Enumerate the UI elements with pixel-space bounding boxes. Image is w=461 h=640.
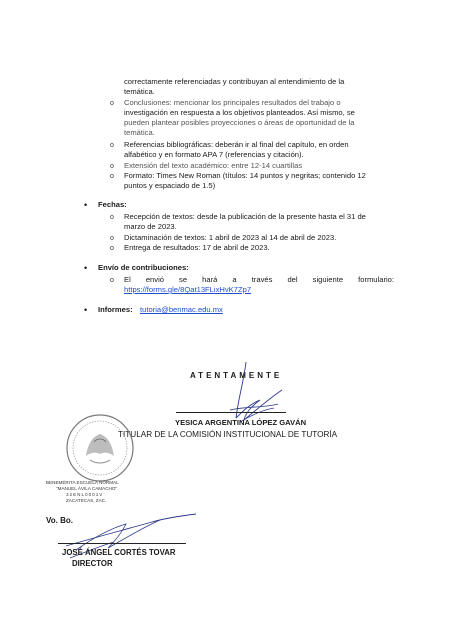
sub-bullet: o bbox=[110, 245, 114, 252]
sub-bullet: o bbox=[110, 214, 114, 221]
fecha-recepcion-line-2: marzo de 2023. bbox=[124, 222, 177, 231]
atentamente-heading: ATENTAMENTE bbox=[190, 371, 283, 380]
director-role: DIRECTOR bbox=[72, 559, 113, 568]
fechas-heading: Fechas: bbox=[98, 200, 127, 209]
signer-name: YESICA ARGENTINA LÓPEZ GAVÁN bbox=[175, 418, 307, 427]
informes-email-link[interactable]: tutoria@benmac.edu.mx bbox=[140, 305, 223, 314]
bullet: • bbox=[84, 200, 88, 210]
envio-heading: Envío de contribuciones: bbox=[98, 263, 189, 272]
seal-line-3: 32ENL0001V bbox=[66, 492, 104, 497]
director-name: JOSÉ ÁNGEL CORTÉS TOVAR bbox=[62, 548, 176, 557]
conclusiones-line-2: investigación en respuesta a los objetivos planteados. Así mismo, se bbox=[124, 108, 355, 117]
form-link[interactable]: https://forms.gle/8Qat13FLixHvK7Zp7 bbox=[124, 285, 252, 294]
formato-line-2: puntos y espaciado de 1.5) bbox=[124, 181, 216, 190]
seal-line-2: "MANUEL ÁVILA CAMACHO" bbox=[56, 486, 118, 491]
bullet: • bbox=[84, 263, 88, 273]
envio-text: El envió se hará a través del siguiente formulario: bbox=[124, 275, 394, 284]
signature-line bbox=[176, 412, 286, 413]
extension-line: Extensión del texto académico: entre 12-14 cuartillas bbox=[124, 161, 303, 170]
bullet: • bbox=[84, 305, 88, 315]
sub-bullet: o bbox=[110, 277, 114, 284]
director-signature-line bbox=[58, 543, 186, 544]
seal-line-1: BENEMÉRITA ESCUELA NORMAL bbox=[46, 480, 119, 485]
fecha-entrega: Entrega de resultados: 17 de abril de 2023. bbox=[124, 243, 270, 252]
institution-seal-icon bbox=[64, 412, 136, 484]
sub-bullet: o bbox=[110, 173, 114, 180]
sub-bullet: o bbox=[110, 163, 114, 170]
informes-label: Informes: bbox=[98, 305, 133, 314]
continuation-line-1: correctamente referenciadas y contribuyan al entendimiento de la bbox=[124, 77, 345, 86]
sub-bullet: o bbox=[110, 100, 114, 107]
conclusiones-line-4: temática. bbox=[124, 128, 155, 137]
continuation-line-2: temática. bbox=[124, 87, 155, 96]
sub-bullet: o bbox=[110, 235, 114, 242]
sub-bullet: o bbox=[110, 142, 114, 149]
formato-line-1: Formato: Times New Roman (títulos: 14 puntos y negritas; contenido 12 bbox=[124, 171, 366, 180]
fecha-dictaminacion: Dictaminación de textos: 1 abril de 2023 al 14 de abril de 2023. bbox=[124, 233, 337, 242]
seal-line-4: ZACATECAS, ZAC. bbox=[66, 498, 107, 503]
referencias-line-2: alfabético y en formato APA 7 (referencias y citación). bbox=[124, 150, 304, 159]
referencias-line-1: Referencias bibliográficas: deberán ir al final del capítulo, en orden bbox=[124, 140, 349, 149]
conclusiones-line-1: Conclusiones: mencionar los principales resultados del trabajo o bbox=[124, 98, 341, 107]
signer-role: TITULAR DE LA COMISIÓN INSTITUCIONAL DE TUTORÍA bbox=[118, 430, 338, 439]
fecha-recepcion-line-1: Recepción de textos: desde la publicación de la presente hasta el 31 de bbox=[124, 212, 366, 221]
vobo-label: Vo. Bo. bbox=[46, 516, 73, 525]
conclusiones-line-3: pueden plantear posibles proyecciones o áreas de oportunidad de la bbox=[124, 118, 355, 127]
